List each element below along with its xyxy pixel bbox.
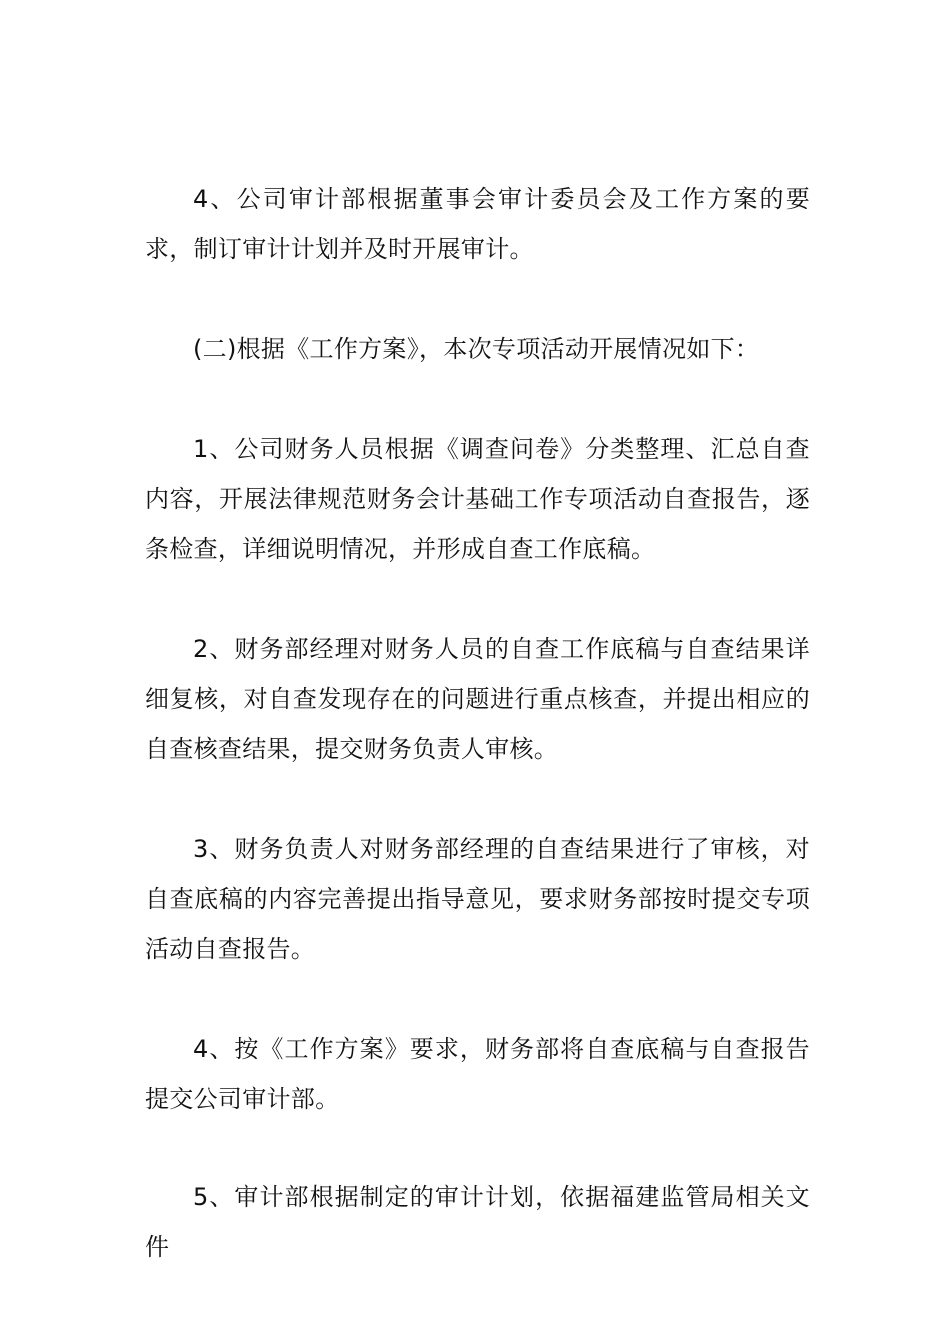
paragraph-item-1: 1、公司财务人员根据《调查问卷》分类整理、汇总自查内容，开展法律规范财务会计基础工作专项活动自查报告，逐条检查，详细说明情况，并形成自查工作底稿。 xyxy=(145,435,810,563)
paragraph-item-3: 3、财务负责人对财务部经理的自查结果进行了审核，对自查底稿的内容完善提出指导意见，要求财务部按时提交专项活动自查报告。 xyxy=(145,835,810,963)
paragraph-item-2: 2、财务部经理对财务人员的自查工作底稿与自查结果详细复核，对自查发现存在的问题进行重点核查，并提出相应的自查核查结果，提交财务负责人审核。 xyxy=(145,635,810,763)
paragraph-audit-plan: 4、公司审计部根据董事会审计委员会及工作方案的要求，制订审计计划并及时开展审计。 xyxy=(145,185,810,263)
paragraph-section-heading: (二)根据《工作方案》，本次专项活动开展情况如下： xyxy=(193,335,760,363)
paragraph-item-5: 5、审计部根据制定的审计计划，依据福建监管局相关文件 xyxy=(145,1183,810,1261)
paragraph-item-4: 4、按《工作方案》要求，财务部将自查底稿与自查报告提交公司审计部。 xyxy=(145,1035,810,1113)
